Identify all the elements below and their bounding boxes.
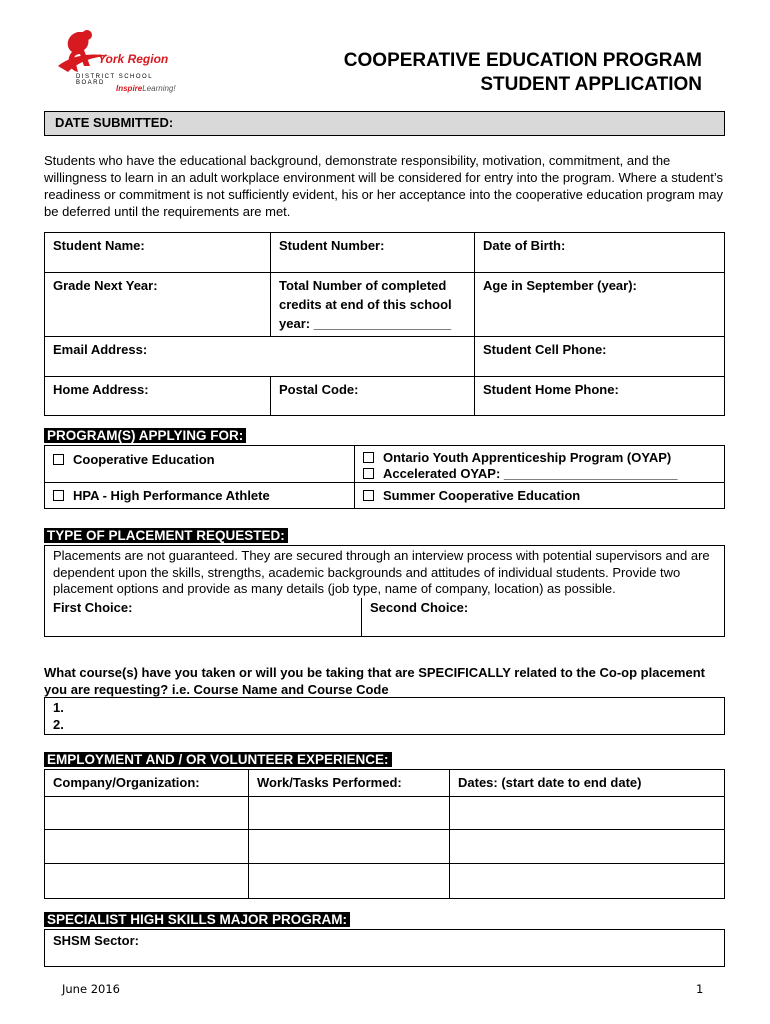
logo-tagline-b: Learning! (142, 84, 176, 93)
logo-brand: York Region (98, 52, 169, 66)
student-name-field[interactable]: Student Name: (45, 233, 271, 273)
dates-column-header: Dates: (start date to end date) (450, 770, 725, 797)
student-number-field[interactable]: Student Number: (271, 233, 475, 273)
oyap-checkbox[interactable] (363, 452, 374, 463)
coop-label: Cooperative Education (73, 452, 215, 467)
credits-field[interactable]: Total Number of completed credits at end of this school year: ___________________ (271, 273, 475, 337)
home-phone-field[interactable]: Student Home Phone: (475, 377, 725, 416)
email-field[interactable]: Email Address: (45, 337, 475, 377)
student-info-table (44, 232, 725, 416)
oyap-label: Ontario Youth Apprenticeship Program (OYAP) (383, 450, 672, 465)
logo-board: DISTRICT SCHOOL BOARD (76, 74, 153, 86)
york-region-logo (50, 26, 176, 98)
programs-heading: PROGRAM(S) APPLYING FOR: (44, 428, 246, 443)
employment-table (44, 769, 725, 899)
shsm-heading: SPECIALIST HIGH SKILLS MAJOR PROGRAM: (44, 912, 350, 927)
accel-oyap-checkbox[interactable] (363, 468, 374, 479)
tasks-column-header: Work/Tasks Performed: (249, 770, 450, 797)
programs-table (44, 445, 725, 509)
hpa-checkbox[interactable] (53, 490, 64, 501)
courses-box[interactable] (44, 697, 725, 735)
summer-coop-checkbox[interactable] (363, 490, 374, 501)
table-row (45, 797, 725, 830)
placement-heading: TYPE OF PLACEMENT REQUESTED: (44, 528, 288, 543)
date-submitted-field[interactable]: DATE SUBMITTED: (44, 111, 725, 136)
title-line-1: COOPERATIVE EDUCATION PROGRAM (343, 50, 702, 71)
first-choice-field[interactable]: First Choice: (45, 598, 362, 637)
title-line-2: STUDENT APPLICATION (480, 74, 702, 95)
logo-tagline-a: Inspire (116, 84, 143, 93)
age-september-field[interactable]: Age in September (year): (475, 273, 725, 337)
coop-checkbox[interactable] (53, 454, 64, 465)
table-row (45, 830, 725, 864)
second-choice-field[interactable]: Second Choice: (362, 598, 725, 637)
accel-oyap-label: Accelerated OYAP: ________________________ (383, 466, 678, 481)
postal-code-field[interactable]: Postal Code: (271, 377, 475, 416)
page-number: 1 (696, 982, 704, 996)
placement-note: Placements are not guaranteed. They are secured through an interview process with potential supervisors and are dependent upon the skills, strengths, academic backgrounds and attitudes of individual students. Provide two placement options and provide as many details (job type, name of company, location) as possible. (45, 546, 725, 598)
shsm-sector-field[interactable]: SHSM Sector: (44, 929, 725, 967)
employment-heading: EMPLOYMENT AND / OR VOLUNTEER EXPERIENCE: (44, 752, 392, 767)
placement-table (44, 545, 725, 637)
table-row (45, 864, 725, 899)
intro-paragraph: Students who have the educational background, demonstrate responsibility, motivation, commitment, and the willingness to learn in an adult workplace environment will be considered for entry into the program. Where a student’s readiness or commitment is not sufficiently evident, his or her acceptance into the cooperative education program may be deferred until the requirements are met. (44, 153, 724, 219)
cell-phone-field[interactable]: Student Cell Phone: (475, 337, 725, 377)
courses-question: What course(s) have you taken or will you be taking that are SPECIFICALLY related to the Co-op placement you are requesting? i.e. Course Name and Course Code (44, 665, 705, 697)
date-of-birth-field[interactable]: Date of Birth: (475, 233, 725, 273)
footer-date: June 2016 (62, 982, 120, 996)
summer-coop-label: Summer Cooperative Education (383, 488, 581, 503)
page-title (344, 49, 702, 97)
grade-next-year-field[interactable]: Grade Next Year: (45, 273, 271, 337)
course-item-2: 2. (53, 717, 64, 732)
company-column-header: Company/Organization: (45, 770, 249, 797)
course-item-1: 1. (53, 700, 64, 715)
home-address-field[interactable]: Home Address: (45, 377, 271, 416)
hpa-label: HPA - High Performance Athlete (73, 488, 270, 503)
